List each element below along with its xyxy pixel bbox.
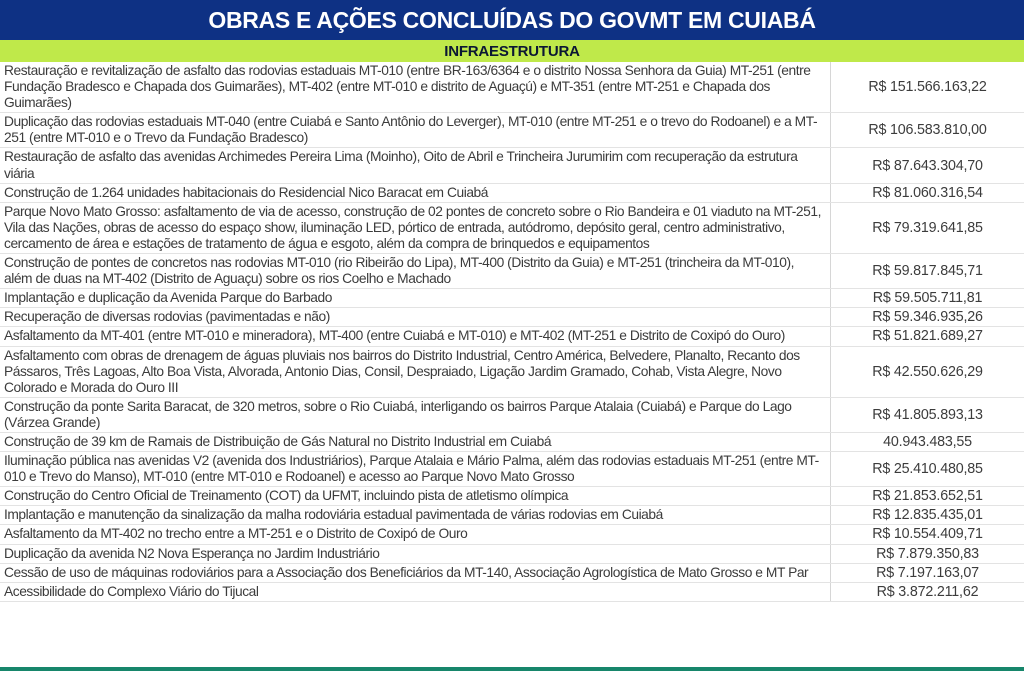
table-row	[0, 113, 1024, 148]
row-value: R$ 151.566.163,22	[868, 79, 987, 96]
table-row	[0, 184, 1024, 203]
row-description: Implantação e manutenção da sinalização da malha rodoviária estadual pavimentada de várias rodovias em Cuiabá	[0, 506, 831, 524]
row-description: Asfaltamento da MT-402 no trecho entre a MT-251 e o Distrito de Coxipó de Ouro	[0, 525, 831, 543]
row-value: R$ 106.583.810,00	[868, 122, 987, 139]
row-value: R$ 42.550.626,29	[872, 363, 983, 380]
row-value: R$ 7.197.163,07	[876, 564, 979, 581]
table-row	[0, 347, 1024, 398]
table-row	[0, 327, 1024, 346]
row-value: R$ 59.817.845,71	[872, 263, 983, 280]
table-row	[0, 545, 1024, 564]
row-description: Construção de pontes de concretos nas rodovias MT-010 (rio Ribeirão do Lipa), MT-400 (Distrito da Guia) e MT-251 (trincheira da MT-010), além de duas na MT-402 (Distrito de Aguaçu) sobre os rios Coelho e Machado	[0, 254, 831, 288]
table-row	[0, 506, 1024, 525]
row-description: Asfaltamento com obras de drenagem de águas pluviais nos bairros do Distrito Industrial, Centro América, Belvedere, Planalto, Recanto dos Pássaros, Três Lagoas, Alto Boa Vista, Alvorada, Antonio Dias, Consil, Despraiado, Ligação Jardim Gramado, Cohab, Vista Alegre, Novo Colorado e Morada do Ouro III	[0, 347, 831, 397]
row-value: R$ 25.410.480,85	[872, 461, 983, 478]
row-value: R$ 81.060.316,54	[872, 184, 983, 201]
row-value: 40.943.483,55	[883, 434, 972, 451]
row-value: R$ 41.805.893,13	[872, 406, 983, 423]
row-description: Duplicação da avenida N2 Nova Esperança no Jardim Industriário	[0, 545, 831, 563]
row-description: Parque Novo Mato Grosso: asfaltamento de via de acesso, construção de 02 pontes de concreto sobre o Rio Bandeira e 01 viaduto na MT-251, Vila das Nações, obras de acesso do espaço show, iluminação LED, pórtico de entrada, autódromo, depósito geral, centro administrativo, cercamento de área e estações de tratamento de água e esgoto, além da compra de brinquedos e equipamentos	[0, 203, 831, 253]
row-value: R$ 7.879.350,83	[876, 545, 979, 562]
row-description: Implantação e duplicação da Avenida Parque do Barbado	[0, 289, 831, 307]
row-value: R$ 87.643.304,70	[872, 157, 983, 174]
row-value: R$ 12.835.435,01	[872, 507, 983, 524]
table-row	[0, 289, 1024, 308]
row-description: Restauração de asfalto das avenidas Archimedes Pereira Lima (Moinho), Oito de Abril e Trincheira Jurumirim com recuperação da estrutura viária	[0, 148, 831, 182]
infrastructure-table	[0, 62, 1024, 667]
row-description: Construção da ponte Sarita Baracat, de 320 metros, sobre o Rio Cuiabá, interligando os bairros Parque Atalaia (Cuiabá) e Parque do Lago (Várzea Grande)	[0, 398, 831, 432]
page-title: OBRAS E AÇÕES CONCLUÍDAS DO GOVMT EM CUIABÁ	[208, 6, 816, 33]
row-description: Duplicação das rodovias estaduais MT-040 (entre Cuiabá e Santo Antônio do Leverger), MT-010 (entre MT-251 e o trevo do Rodoanel) e a MT-251 (entre MT-010 e o Trevo da Fundação Bradesco)	[0, 113, 831, 147]
table-row	[0, 583, 1024, 602]
row-description: Construção do Centro Oficial de Treinamento (COT) da UFMT, incluindo pista de atletismo olímpica	[0, 487, 831, 505]
row-value: R$ 79.319.641,85	[872, 219, 983, 236]
row-description: Iluminação pública nas avenidas V2 (avenida dos Industriários), Parque Atalaia e Mário Palma, além das rodovias estaduais MT-251 (entre MT-010 e Trevo do Manso), MT-010 (entre MT-010 e Rodoanel) e acesso ao Parque Novo Mato Grosso	[0, 452, 831, 486]
section-title: INFRAESTRUTURA	[444, 42, 580, 60]
row-value: R$ 3.872.211,62	[876, 583, 979, 600]
report-header	[0, 0, 1024, 40]
table-row	[0, 308, 1024, 327]
row-value: R$ 10.554.409,71	[872, 526, 983, 543]
section-header-infraestrutura	[0, 40, 1024, 62]
row-description: Construção de 1.264 unidades habitacionais do Residencial Nico Baracat em Cuiabá	[0, 184, 831, 202]
table-row	[0, 525, 1024, 544]
row-value: R$ 59.505.711,81	[872, 290, 983, 307]
table-row	[0, 487, 1024, 506]
row-value: R$ 51.821.689,27	[872, 328, 983, 345]
table-row	[0, 254, 1024, 289]
row-description: Restauração e revitalização de asfalto das rodovias estaduais MT-010 (entre BR-163/6364 e o distrito Nossa Senhora da Guia) MT-251 (entre Fundação Bradesco e Chapada dos Guimarães), MT-402 (entre MT-010 e distrito de Aguaçú) e MT-351 (entre MT-251 e Chapada dos Guimarães)	[0, 62, 831, 112]
table-row	[0, 433, 1024, 452]
row-description: Cessão de uso de máquinas rodoviários para a Associação dos Beneficiários da MT-140, Associação Agrologística de Mato Grosso e MT Par	[0, 564, 831, 582]
table-row	[0, 203, 1024, 254]
table-row	[0, 398, 1024, 433]
row-value: R$ 59.346.935,26	[872, 309, 983, 326]
table-row	[0, 564, 1024, 583]
table-row	[0, 148, 1024, 183]
table-row	[0, 452, 1024, 487]
row-description: Acessibilidade do Complexo Viário do Tijucal	[0, 583, 831, 601]
row-value: R$ 21.853.652,51	[872, 488, 983, 505]
row-description: Construção de 39 km de Ramais de Distribuição de Gás Natural no Distrito Industrial em Cuiabá	[0, 433, 831, 451]
row-description: Recuperação de diversas rodovias (pavimentadas e não)	[0, 308, 831, 326]
row-description: Asfaltamento da MT-401 (entre MT-010 e mineradora), MT-400 (entre Cuiabá e MT-010) e MT-402 (MT-251 e Distrito de Coxipó do Ouro)	[0, 327, 831, 345]
table-row	[0, 62, 1024, 113]
